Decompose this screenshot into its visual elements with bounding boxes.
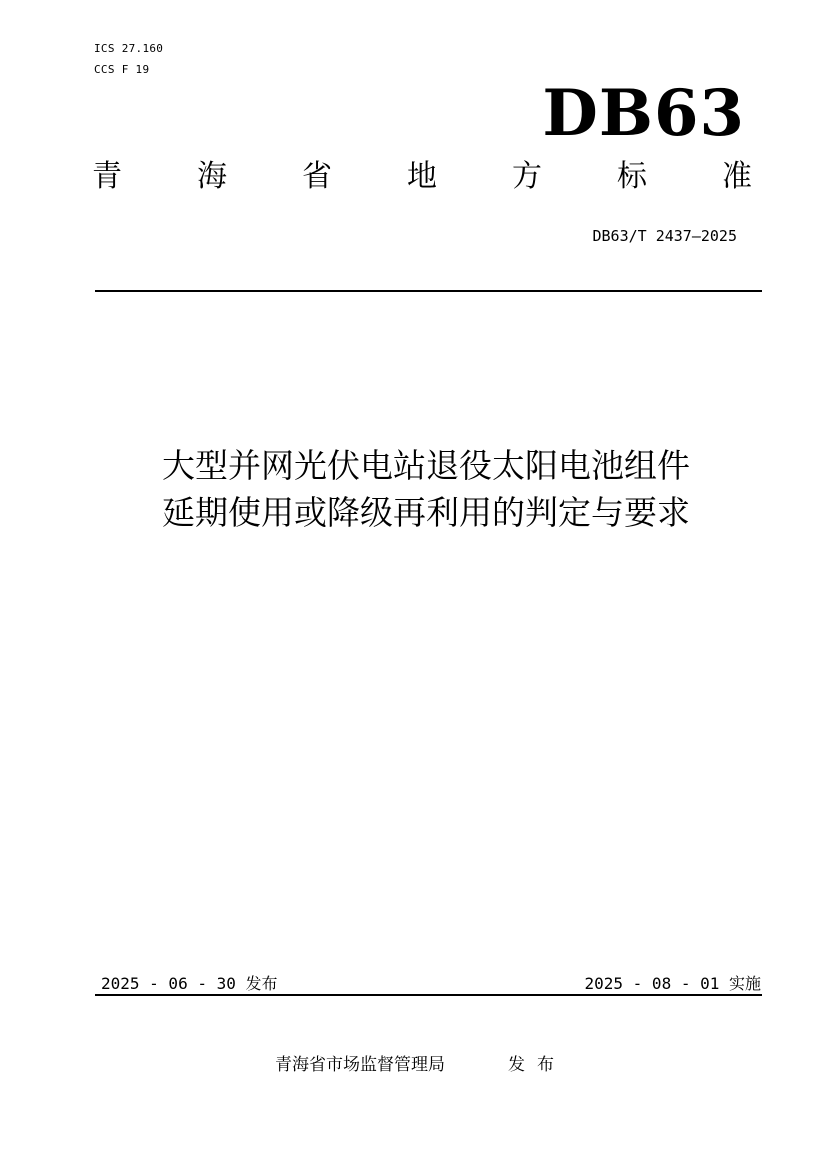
standard-type-char: 地 (407, 159, 437, 194)
standard-type-char: 准 (722, 159, 752, 194)
ccs-code: CCS F 19 (94, 63, 150, 76)
standard-type-heading (92, 157, 752, 197)
top-divider (95, 290, 762, 292)
document-title (0, 442, 815, 536)
standard-type-char: 青 (92, 159, 122, 194)
title-line-1: 大型并网光伏电站退役太阳电池组件 (162, 446, 690, 485)
issue-date: 2025 - 06 - 30 发布 (101, 974, 278, 993)
implementation-date: 2025 - 08 - 01 实施 (584, 974, 761, 993)
standard-number: DB63/T 2437—2025 (592, 227, 737, 245)
publish-label: 发布 (508, 1055, 566, 1075)
standard-type-char: 省 (302, 159, 332, 194)
standard-type-char: 标 (617, 159, 647, 194)
title-line-2: 延期使用或降级再利用的判定与要求 (162, 493, 690, 532)
standard-type-char: 海 (197, 159, 227, 194)
standard-type-char: 方 (512, 159, 542, 194)
publisher-name: 青海省市场监督管理局 (275, 1055, 445, 1075)
bottom-divider (95, 994, 762, 996)
standard-code-logo: DB63 (542, 76, 745, 151)
ics-code: ICS 27.160 (94, 42, 164, 55)
